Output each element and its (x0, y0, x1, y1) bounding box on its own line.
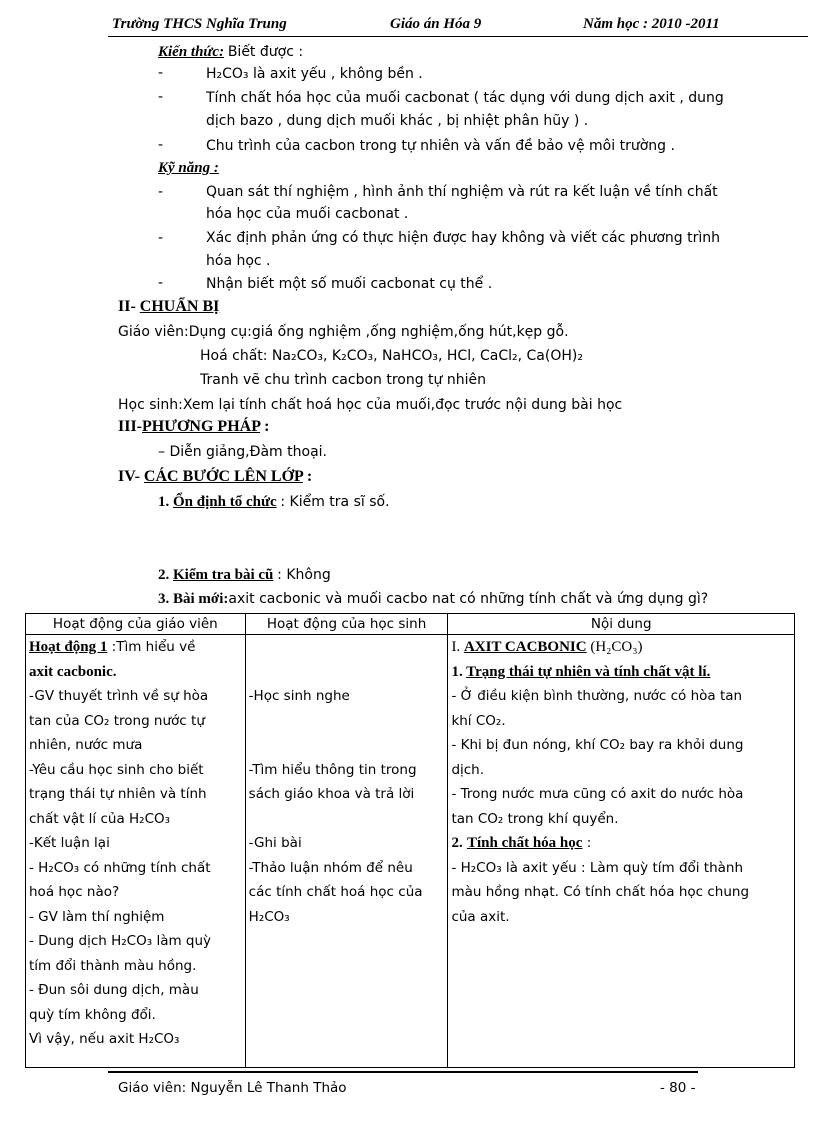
method-text: – Diễn giảng,Đàm thoại. (158, 444, 327, 460)
bullet: - (158, 230, 164, 246)
prep-chart: Tranh vẽ chu trình cacbon trong tự nhiên (200, 372, 486, 388)
knowledge-item: H₂CO₃ là axit yếu , không bền . (206, 66, 423, 82)
knowledge-item: dịch bazo , dung dịch muối khác , bị nhiệt phân hũy ) . (206, 113, 589, 129)
header-school: Trường THCS Nghĩa Trung (112, 16, 287, 32)
page-number: - 80 - (660, 1080, 696, 1096)
prep-chemicals: Hoá chất: Na₂CO₃, K₂CO₃, NaHCO₃, HCl, CaCl₂, Ca(OH)₂ (200, 348, 583, 364)
bullet: - (158, 184, 164, 200)
prep-student: Học sinh:Xem lại tính chất hoá học của muối,đọc trước nội dung bài học (118, 397, 623, 413)
bullet: - (158, 65, 164, 81)
knowledge-heading: Kiến thức: Biết được : (158, 44, 304, 60)
skills-item: Quan sát thí nghiệm , hình ảnh thí nghiệm và rút ra kết luận về tính chất (206, 184, 718, 200)
teacher-activity-cell: Hoạt động 1 :Tìm hiểu về axit cacbonic. -GV thuyết trình về sự hòa tan của CO₂ trong nước tự nhiên, nước mưa -Yêu cầu học sinh cho biết trạng thái tự nhiên và tính chất vật lí của H₂CO₃ -Kết luận lại - H₂CO₃ có những tính chất hoá học nào? - GV làm thí nghiệm - Dung dịch H₂CO₃ làm quỳ tím đổi thành màu hồng. - Đun sôi dung dịch, màu quỳ tím không đổi. Vì vậy, nếu axit H₂CO₃ (26, 635, 246, 1068)
header-subject: Giáo án Hóa 9 (390, 16, 482, 32)
prep-teacher: Giáo viên:Dụng cụ:giá ống nghiệm ,ống nghiệm,ống hút,kẹp gỗ. (118, 324, 569, 340)
student-activity-cell: -Học sinh nghe -Tìm hiểu thông tin trong sách giáo khoa và trả lời -Ghi bài -Thảo luận nhóm để nêu các tính chất hoá học của H₂CO₃ (245, 635, 448, 1068)
bullet: - (158, 137, 164, 153)
bullet: - (158, 275, 164, 291)
table-header-teacher: Hoạt động của giáo viên (26, 614, 246, 635)
footer-rule (108, 1071, 698, 1073)
table-header-row (26, 614, 795, 635)
skills-item: Nhận biết một số muối cacbonat cụ thể . (206, 276, 493, 292)
header-year: Năm học : 2010 -2011 (583, 16, 720, 32)
skills-item: hóa học . (206, 253, 271, 269)
skills-item: Xác định phản ứng có thực hiện được hay không và viết các phương trình (206, 230, 721, 246)
knowledge-item: Chu trình của cacbon trong tự nhiên và vấn đề bảo vệ môi trường . (206, 138, 675, 154)
section-method-heading: III-PHƯƠNG PHÁP : (118, 418, 270, 435)
lesson-content-cell: I. AXIT CACBONIC (H₂CO₃) 1. Trạng thái tự nhiên và tính chất vật lí. - Ở điều kiện bình thường, nước có hòa tan khí CO₂. - Khi bị đun nóng, khí CO₂ bay ra khỏi dung dịch. - Trong nước mưa cũng có axit do nước hòa tan CO₂ trong khí quyển. 2. Tính chất hóa học : - H₂CO₃ là axit yếu : Làm quỳ tím đổi thành màu hồng nhạt. Có tính chất hóa học chung của axit. (448, 635, 795, 1068)
section-steps-heading: IV- CÁC BƯỚC LÊN LỚP : (118, 468, 313, 485)
step-2: 2. Kiểm tra bài cũ : Không (158, 567, 331, 583)
knowledge-item: Tính chất hóa học của muối cacbonat ( tác dụng với dung dịch axit , dung (206, 90, 724, 106)
section-prep-heading: II- CHUẨN BỊ (118, 298, 220, 315)
table-header-content: Nội dung (448, 614, 795, 635)
step-3: 3. Bài mới:axit cacbonic và muối cacbo nat có những tính chất và ứng dụng gì? (158, 591, 709, 607)
bullet: - (158, 89, 164, 105)
table-row (26, 635, 795, 1068)
footer-teacher: Giáo viên: Nguyễn Lê Thanh Thảo (118, 1080, 347, 1096)
header-rule (108, 36, 808, 37)
lesson-table (25, 613, 795, 1068)
skills-heading: Kỹ năng : (158, 160, 219, 176)
skills-item: hóa học của muối cacbonat . (206, 206, 409, 222)
step-1: 1. Ổn định tổ chức : Kiểm tra sĩ số. (158, 494, 390, 510)
table-header-student: Hoạt động của học sinh (245, 614, 448, 635)
